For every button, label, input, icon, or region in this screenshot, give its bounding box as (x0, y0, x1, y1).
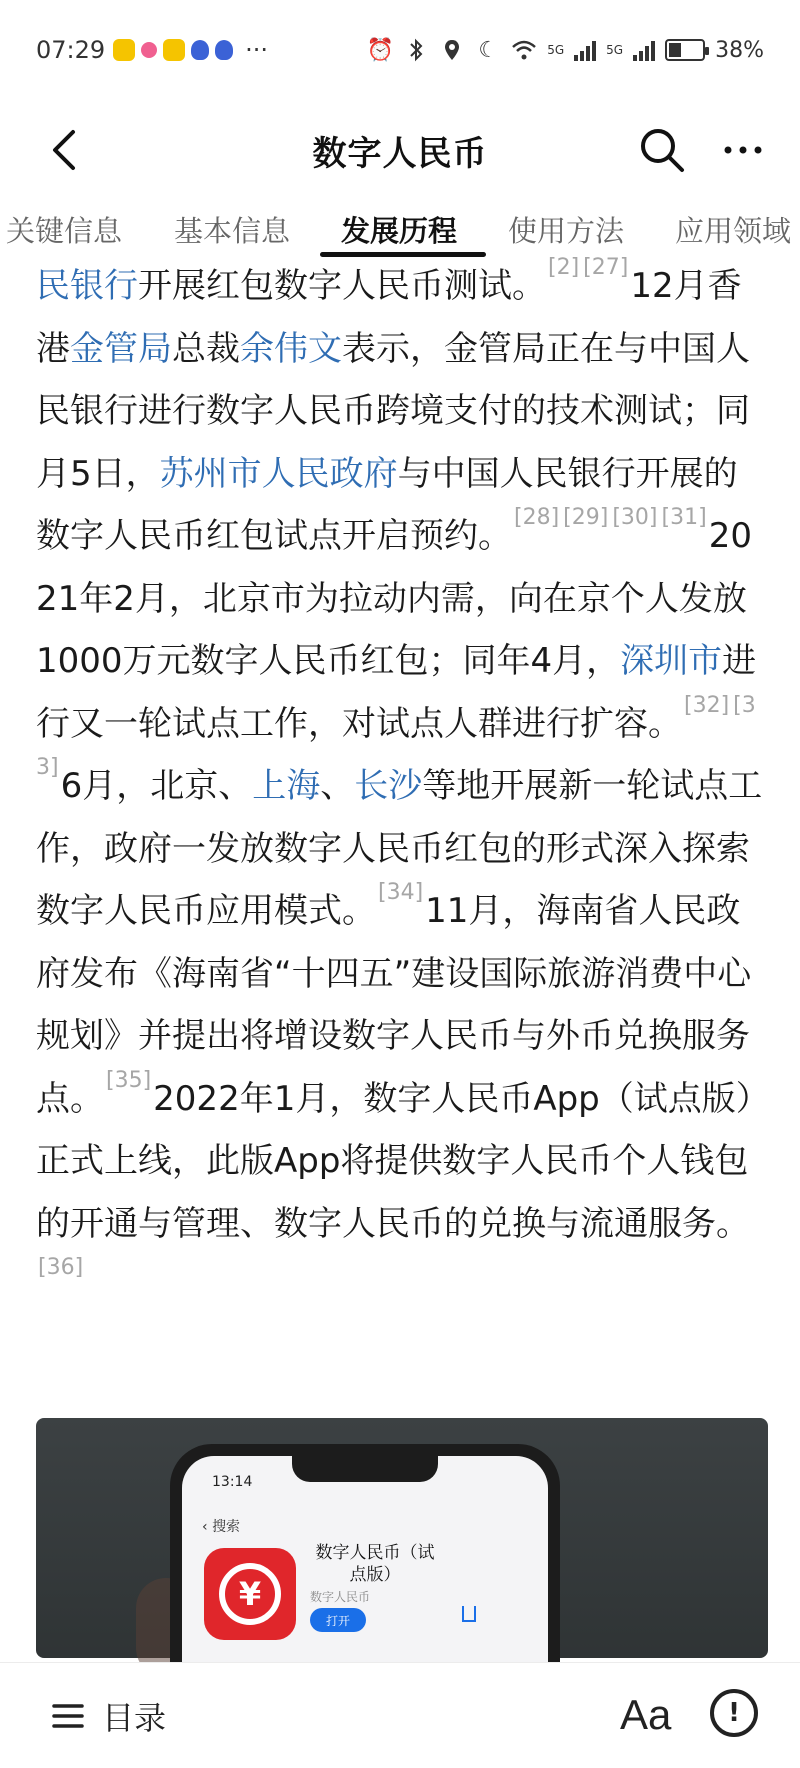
citation-31[interactable]: [31] (661, 505, 707, 530)
link-hkma[interactable]: 金管局 (70, 328, 172, 369)
signal-icon (633, 39, 655, 61)
link-shanghai[interactable]: 上海 (252, 766, 321, 806)
phone-time: 13:14 (212, 1474, 253, 1490)
network-type-2: 5G (606, 43, 624, 57)
article-text: 进行又一轮试点工作，对试点人群进行扩容。 (36, 641, 757, 744)
battery-percent: 38% (715, 37, 764, 63)
signal-icon (574, 39, 596, 61)
chevron-left-icon (49, 128, 79, 172)
toc-button[interactable] (52, 1691, 166, 1741)
link-shenzhen[interactable]: 深圳市 (620, 641, 723, 681)
status-time: 07:29 (36, 36, 106, 64)
weibo-icon (163, 39, 185, 61)
page-title: 数字人民币 (312, 133, 488, 174)
article-text: 2022年1月，数字人民币App（试点版）正式上线，此版App将提供数字人民币个人钱包的开通与管理、数字人民币的兑换与流通服务。 (36, 1078, 753, 1244)
more-options-button[interactable] (708, 122, 778, 178)
citation-27[interactable]: [27] (583, 255, 629, 280)
article-text: 与中国人民银行开展的数字人民币红包试点开启预约。 (36, 453, 738, 556)
tab-history[interactable]: 发展历程 (341, 213, 458, 248)
battery-icon (665, 39, 705, 61)
citation-32[interactable]: [32] (684, 692, 730, 718)
phone-back-text: 搜索 (212, 1519, 241, 1535)
status-bar (0, 0, 800, 100)
tab-applications[interactable]: 应用领域 (675, 213, 792, 248)
article-text: 12月香港 (36, 266, 742, 369)
ecny-app-icon (204, 1548, 296, 1640)
tab-usage[interactable]: 使用方法 (508, 213, 625, 248)
link-changsha[interactable]: 长沙 (354, 766, 423, 806)
back-button[interactable] (36, 122, 92, 178)
bottom-toolbar (0, 1662, 800, 1768)
search-button[interactable] (634, 122, 690, 178)
article-text: 2021年2月，北京市为拉动内需，向在京个人发放1000万元数字人民币红包；同年4月， (36, 516, 752, 681)
baidu-paw-icon (215, 40, 233, 60)
search-icon (638, 126, 686, 174)
bluetooth-icon (403, 37, 429, 63)
citation-29[interactable]: [29] (563, 505, 609, 530)
yuan-coin-icon: ¥ (219, 1563, 281, 1625)
moon-icon: ☾ (478, 37, 499, 63)
phone-notch (292, 1456, 438, 1482)
alarm-icon: ⏰ (366, 37, 394, 63)
article-text: 、 (320, 766, 355, 806)
toc-label: 目录 (102, 1699, 167, 1737)
exclamation-icon: ! (728, 1698, 740, 1728)
network-type-1: 5G (547, 43, 565, 57)
status-right (367, 37, 764, 63)
tab-basic-info[interactable]: 基本信息 (174, 213, 291, 248)
notification-icons (113, 36, 268, 64)
article-body (36, 255, 764, 1318)
citation-34[interactable]: [34] (378, 880, 424, 905)
article-text: 11月，海南省人民政府发布《海南省“十四五”建设国际旅游消费中心规划》并提出将增设数字人民币与外币兑换服务点。 (36, 891, 752, 1119)
citation-2[interactable]: [2] (548, 255, 580, 280)
more-dots-icon (723, 145, 763, 155)
link-eddie-yue[interactable]: 余伟文 (240, 328, 342, 369)
citation-28[interactable]: [28] (514, 505, 560, 530)
baidu-paw-icon (191, 40, 209, 60)
phone-open-button: 打开 (310, 1608, 366, 1632)
article-text: 总裁 (172, 328, 240, 369)
phone-back-label: ‹ 搜索 (202, 1519, 241, 1535)
pink-dot-icon (141, 42, 157, 58)
weibo-icon (113, 39, 135, 61)
link-suzhou-government[interactable]: 苏州市人民政府 (159, 453, 398, 494)
font-size-button[interactable]: Aa (620, 1691, 672, 1738)
article-text: 6月，北京、 (60, 766, 253, 806)
article-photo[interactable] (36, 1418, 768, 1658)
phone-app-subtitle: 数字人民币 (310, 1590, 371, 1604)
article-text: 等地开展新一轮试点工作，政府一发放数字人民币红包的形式深入探索数字人民币应用模式。 (36, 766, 763, 931)
section-tabs (0, 200, 800, 260)
phone-app-name: 数字人民币（试点版） (315, 1543, 435, 1585)
article-text: 表示，金管局正在与中国人民银行进行数字人民币跨境支付的技术测试；同月5日， (36, 328, 750, 494)
app-header (0, 100, 800, 200)
citation-35[interactable]: [35] (106, 1067, 152, 1093)
wifi-icon (511, 37, 537, 63)
link-pboc[interactable]: 民银行 (36, 266, 138, 306)
citation-33[interactable]: [33] (36, 692, 756, 780)
share-icon (462, 1606, 476, 1622)
menu-lines-icon (52, 1702, 84, 1730)
more-notifications-icon: ··· (245, 36, 269, 64)
article-text: 开展红包数字人民币测试。 (138, 266, 546, 306)
tab-key-info[interactable]: 关键信息 (6, 213, 123, 248)
feedback-button[interactable] (710, 1689, 758, 1737)
location-icon (439, 37, 465, 63)
citation-30[interactable]: [30] (612, 505, 658, 530)
citation-36[interactable]: [36] (38, 1255, 84, 1280)
